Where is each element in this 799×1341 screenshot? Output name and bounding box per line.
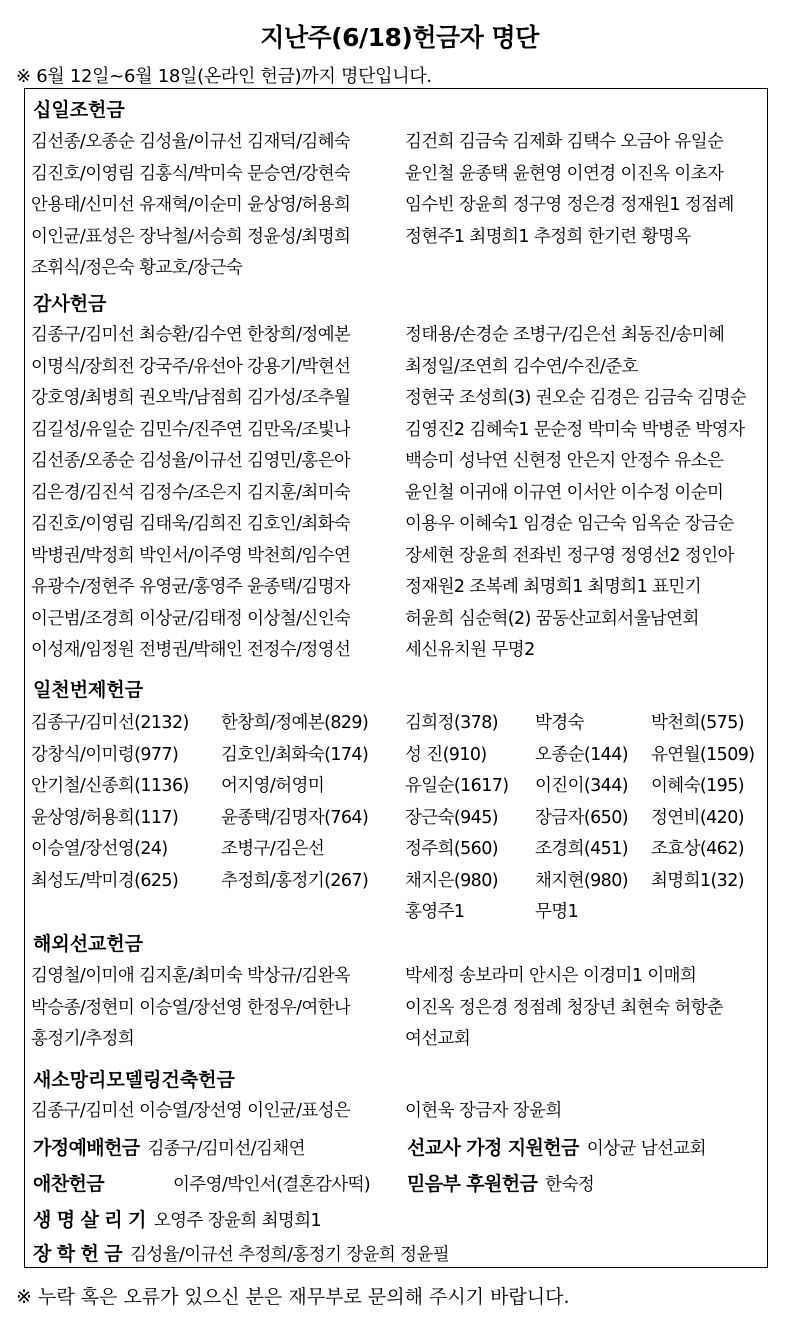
table-cell: 어지영/허영미 xyxy=(221,776,325,796)
thanks-names-left xyxy=(31,320,350,667)
list-item: 강호영/최병희 권오박/남점희 김가성/조추월 xyxy=(31,388,351,408)
list-item: 여선교회 xyxy=(405,1029,471,1049)
table-cell: 조효상(462) xyxy=(651,839,744,859)
list-item: 박세정 송보라미 안시은 이경미1 이매희 xyxy=(405,966,697,986)
period-note: ※ 6월 12일~6월 18일(온라인 헌금)까지 명단입니다. xyxy=(16,66,432,87)
table-cell: 박천희(575) xyxy=(651,713,744,733)
list-item: 유광수/정현주 유영균/홍영주 윤종택/김명자 xyxy=(31,577,351,597)
list-item: 김진호/이영림 김태욱/김희진 김호인/최화숙 xyxy=(31,514,351,534)
mission-names-left xyxy=(31,961,350,1056)
list-item: 백승미 성낙연 신현정 안은지 안정수 유소은 xyxy=(405,451,724,471)
list-item: 김선종/오종순 김성율/이규선 김재덕/김혜숙 xyxy=(31,132,351,152)
list-item: 이진옥 정은경 정점례 청장년 최현숙 허항춘 xyxy=(405,997,724,1018)
table-cell: 오종순(144) xyxy=(535,744,628,765)
section-label: 장 학 헌 금 xyxy=(33,1243,123,1265)
section-names: 한숙정 xyxy=(545,1175,595,1195)
table-cell: 김희정(378) xyxy=(405,713,498,733)
table-cell: 김호인/최화숙(174) xyxy=(221,744,369,765)
tithe-names-left xyxy=(31,127,350,285)
table-cell: 유일순(1617) xyxy=(405,776,509,796)
list-item: 윤인철 윤종택 윤현영 이연경 이진옥 이초자 xyxy=(405,163,724,184)
list-item: 홍정기/추정희 xyxy=(31,1029,135,1049)
section-names: 김성율/이규선 추정희/홍정기 장윤희 정윤필 xyxy=(130,1245,450,1265)
list-item: 최정일/조연희 김수연/수진/준호 xyxy=(405,356,638,377)
table-cell: 강창식/이미령(977) xyxy=(31,744,179,765)
section-label: 애찬헌금 xyxy=(33,1173,105,1195)
list-item: 김은경/김진석 김정수/조은지 김지훈/최미숙 xyxy=(31,482,351,503)
donor-list-box xyxy=(24,88,768,1268)
section-header-mission: 해외선교헌금 xyxy=(33,933,144,955)
list-item: 세신유치원 무명2 xyxy=(405,640,535,660)
list-item: 이용우 이혜숙1 임경순 임근숙 임옥순 장금순 xyxy=(405,514,734,534)
table-cell: 윤종택/김명자(764) xyxy=(221,807,369,828)
table-cell: 정연비(420) xyxy=(651,807,744,828)
section-names: 이주영/박인서(결혼감사떡) xyxy=(173,1175,371,1195)
building-names-right xyxy=(405,1096,562,1128)
life-saving-offering xyxy=(33,1205,321,1232)
missionary-family-offering xyxy=(407,1133,706,1160)
section-header-thanks: 감사헌금 xyxy=(33,293,107,315)
table-cell: 유연월(1509) xyxy=(651,744,755,765)
list-item: 정태용/손경순 조병구/김은선 최동진/송미혜 xyxy=(405,325,725,345)
tithe-names-right xyxy=(405,127,734,253)
list-item: 박승종/정현미 이승열/장선영 한정우/여한나 xyxy=(31,997,351,1018)
table-cell: 최성도/박미경(625) xyxy=(31,870,179,891)
list-item: 이인균/표성은 장낙철/서승희 정윤성/최명희 xyxy=(31,226,351,247)
list-item: 박병권/박정희 박인서/이주영 박천희/임수연 xyxy=(31,545,351,566)
table-cell: 조경희(451) xyxy=(535,839,628,859)
list-item: 김선종/오종순 김성율/이규선 김영민/홍은아 xyxy=(31,451,351,471)
table-cell: 홍영주1 xyxy=(405,902,465,922)
table-cell: 장근숙(945) xyxy=(405,807,498,828)
table-cell: 무명1 xyxy=(535,902,579,922)
family-worship-offering xyxy=(33,1133,305,1160)
table-cell: 이승열/장선영(24) xyxy=(31,839,168,859)
list-item: 장세현 장윤희 전좌빈 정구영 정영선2 정인아 xyxy=(405,545,734,566)
list-item: 윤인철 이귀애 이규연 이서안 이수정 이순미 xyxy=(405,482,724,503)
list-item: 허윤희 심순혁(2) 꿈동산교회서울남연회 xyxy=(405,608,699,629)
table-cell: 박경숙 xyxy=(535,713,584,733)
list-item: 이현욱 장금자 장윤희 xyxy=(405,1101,562,1121)
table-cell: 추정희/홍정기(267) xyxy=(221,870,369,891)
table-cell: 채지은(980) xyxy=(405,870,498,891)
mission-names-right xyxy=(405,961,723,1056)
list-item: 이근범/조경희 이상균/김태정 이상철/신인숙 xyxy=(31,608,351,629)
table-cell: 조병구/김은선 xyxy=(221,839,325,859)
section-label: 믿음부 후원헌금 xyxy=(407,1173,538,1195)
table-cell: 안기철/신종희(1136) xyxy=(31,776,189,796)
list-item: 이명식/장희전 강국주/유선아 강용기/박현선 xyxy=(31,356,351,377)
list-item: 정현국 조성희(3) 권오순 김경은 김금숙 김명순 xyxy=(405,388,747,408)
list-item: 임수빈 장윤희 정구영 정은경 정재원1 정점례 xyxy=(405,195,734,215)
list-item: 김종구/김미선 최승환/김수연 한창희/정예본 xyxy=(31,325,351,345)
table-cell: 장금자(650) xyxy=(535,807,628,828)
list-item: 정재원2 조복례 최명희1 최명희1 표민기 xyxy=(405,577,702,597)
section-label: 가정예배헌금 xyxy=(33,1137,140,1159)
list-item: 김영철/이미애 김지훈/최미숙 박상규/김완옥 xyxy=(31,966,351,986)
building-names-left xyxy=(31,1096,350,1128)
praise-offering xyxy=(33,1169,370,1196)
table-cell: 이진이(344) xyxy=(535,776,628,796)
footer-note: ※ 누락 혹은 오류가 있으신 분은 재무부로 문의해 주시기 바랍니다. xyxy=(16,1286,570,1308)
section-names: 김종구/김미선/김채연 xyxy=(147,1139,305,1159)
section-names: 오영주 장윤희 최명희1 xyxy=(153,1211,322,1231)
table-cell: 최명희1(32) xyxy=(651,870,744,891)
list-item: 김건희 김금숙 김제화 김택수 오금아 유일순 xyxy=(405,132,724,152)
list-item: 김종구/김미선 이승열/장선영 이인균/표성은 xyxy=(31,1101,351,1121)
table-cell: 한창희/정예본(829) xyxy=(221,713,369,733)
section-names: 이상균 남선교회 xyxy=(586,1139,706,1159)
section-label: 생 명 살 리 기 xyxy=(33,1209,146,1231)
scholarship-offering xyxy=(33,1239,449,1266)
list-item: 조휘식/정은숙 황교호/장근숙 xyxy=(31,258,243,278)
table-cell: 김종구/김미선(2132) xyxy=(31,713,189,733)
list-item: 김진호/이영림 김홍식/박미숙 문승연/강현숙 xyxy=(31,163,351,184)
thanks-names-right xyxy=(405,320,746,667)
table-cell: 정주희(560) xyxy=(405,839,498,859)
section-label: 선교사 가정 지원헌금 xyxy=(407,1137,579,1159)
list-item: 안용태/신미선 유재혁/이순미 윤상영/허용희 xyxy=(31,195,351,215)
table-cell: 윤상영/허용희(117) xyxy=(31,807,179,828)
faith-support-offering xyxy=(407,1169,594,1196)
list-item: 정현주1 최명희1 추정희 한기련 황명옥 xyxy=(405,226,691,247)
table-cell: 성 진(910) xyxy=(405,744,487,765)
list-item: 이성재/임정원 전병권/박해인 전정수/정영선 xyxy=(31,640,351,660)
table-cell: 채지현(980) xyxy=(535,870,628,891)
list-item: 김영진2 김혜숙1 문순정 박미숙 박병준 박영자 xyxy=(405,419,745,440)
list-item: 김길성/유일순 김민수/진주연 김만옥/조빛나 xyxy=(31,419,351,440)
page-title: 지난주(6/18)헌금자 명단 xyxy=(260,23,539,52)
section-header-tithe: 십일조헌금 xyxy=(33,99,125,121)
section-header-building: 새소망리모델링건축헌금 xyxy=(33,1069,235,1091)
section-header-thousand: 일천번제헌금 xyxy=(33,679,144,701)
table-cell: 이혜숙(195) xyxy=(651,776,744,796)
